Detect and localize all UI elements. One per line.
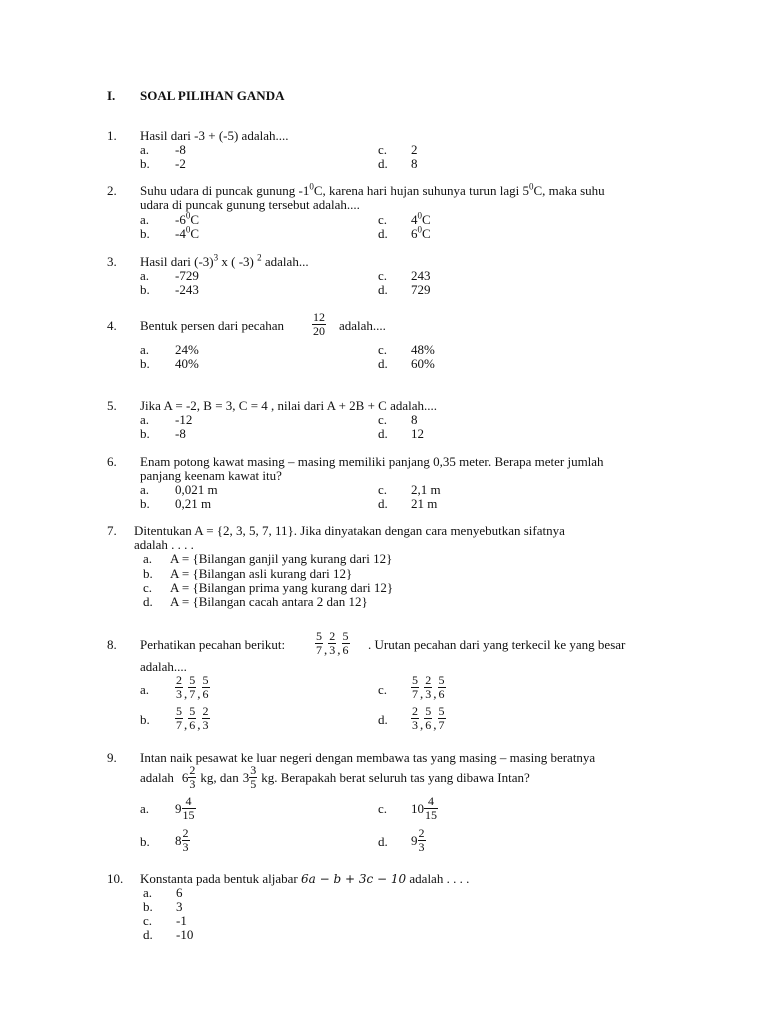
q7-option-b: A = {Bilangan asli kurang dari 12} <box>170 566 353 581</box>
q9-a-letter: a. <box>140 801 150 816</box>
q6-c-letter: c. <box>378 482 388 497</box>
q10-option-a: 6 <box>176 885 183 900</box>
q8-number: 8. <box>107 637 117 652</box>
q5-option-a: -12 <box>175 412 193 427</box>
q4-c-letter: c. <box>378 342 388 357</box>
section-title: SOAL PILIHAN GANDA <box>140 88 285 103</box>
q5-option-d: 12 <box>411 426 424 441</box>
q9-option-a: 9 $\frac{4}{15}$ <box>175 794 195 822</box>
q1-d-letter: d. <box>378 156 388 171</box>
q3-option-b: -243 <box>175 282 199 297</box>
q8-d-letter: d. <box>378 712 388 727</box>
q3-option-a: -729 <box>175 268 199 283</box>
q2-line1: Suhu udara di puncak gunung $-1^0C$, karena hari hujan suhunya turun lagi $5^0C$, maka suhu <box>140 181 605 198</box>
q10-option-c: -1 <box>176 913 187 928</box>
q5-d-letter: d. <box>378 426 388 441</box>
q2-number: 2. <box>107 183 117 198</box>
q10-d-letter: d. <box>143 927 153 942</box>
q1-option-d: 8 <box>411 156 418 171</box>
q6-line2: panjang keenam kawat itu? <box>140 468 282 483</box>
q4-d-letter: d. <box>378 356 388 371</box>
q7-d-letter: d. <box>143 594 153 609</box>
q5-number: 5. <box>107 398 117 413</box>
q5-option-b: -8 <box>175 426 186 441</box>
q6-a-letter: a. <box>140 482 150 497</box>
q6-option-a: 0,021 m <box>175 482 218 497</box>
q10-text: Konstanta pada bentuk aljabar 6a − b + 3c − 10 adalah . . . . <box>140 871 470 886</box>
section-number: I. <box>107 88 116 103</box>
q8-line2: adalah.... <box>140 659 187 674</box>
q7-b-letter: b. <box>143 566 153 581</box>
q10-expression: 6a − b + 3c − 10 <box>301 872 407 886</box>
q7-line1: Ditentukan A = {2, 3, 5, 7, 11}. Jika dinyatakan dengan cara menyebutkan sifatnya <box>134 523 565 538</box>
q8-option-d: $\frac{2}{3}$ , $\frac{5}{6}$ , $\frac{5}{7}$ <box>412 704 445 732</box>
q9-d-letter: d. <box>378 834 388 849</box>
q4-fraction: $\frac{12}{20}$ <box>313 310 325 338</box>
q7-line2: adalah . . . . <box>134 537 194 552</box>
q9-number: 9. <box>107 750 117 765</box>
q4-option-d: 60% <box>411 356 435 371</box>
q9-option-c: 10 $\frac{4}{15}$ <box>411 794 437 822</box>
q3-number: 3. <box>107 254 117 269</box>
q10-option-d: -10 <box>176 927 194 942</box>
q8-b-letter: b. <box>140 712 150 727</box>
q8-option-b: $\frac{5}{7}$ , $\frac{5}{6}$ , $\frac{2}{3}$ <box>176 704 209 732</box>
q5-a-letter: a. <box>140 412 150 427</box>
q1-c-letter: c. <box>378 142 388 157</box>
q1-text: Hasil dari -3 + (-5) adalah.... <box>140 128 289 143</box>
q2-b-letter: b. <box>140 226 150 241</box>
q10-c-letter: c. <box>143 913 153 928</box>
q1-option-c: 2 <box>411 142 418 157</box>
q6-option-c: 2,1 m <box>411 482 441 497</box>
q5-text: Jika A = -2, B = 3, C = 4 , nilai dari A + 2B + C adalah.... <box>140 398 438 413</box>
q7-number: 7. <box>107 523 117 538</box>
q10-number: 10. <box>107 871 124 886</box>
q7-option-d: A = {Bilangan cacah antara 2 dan 12} <box>170 594 368 609</box>
q5-c-letter: c. <box>378 412 388 427</box>
q8-option-a: $\frac{2}{3}$ , $\frac{5}{7}$ , $\frac{5}{6}$ <box>176 673 209 701</box>
q2-c-letter: c. <box>378 212 388 227</box>
q2-d-letter: d. <box>378 226 388 241</box>
q2-option-a: $-6^0C$ <box>175 210 200 227</box>
q3-text: Hasil dari $(-3)^3$ x ( -3) $^2$ adalah... <box>140 252 309 269</box>
q4-number: 4. <box>107 318 117 333</box>
q6-b-letter: b. <box>140 496 150 511</box>
q8-option-c: $\frac{5}{7}$ , $\frac{2}{3}$ , $\frac{5}{6}$ <box>412 673 445 701</box>
q1-option-a: -8 <box>175 142 186 157</box>
q2-option-b: $-4^0C$ <box>175 224 200 241</box>
q7-a-letter: a. <box>143 551 153 566</box>
q10-a-letter: a. <box>143 885 153 900</box>
q3-b-letter: b. <box>140 282 150 297</box>
q4-option-c: 48% <box>411 342 435 357</box>
q1-option-b: -2 <box>175 156 186 171</box>
q3-option-c: 243 <box>411 268 431 283</box>
q4-a-letter: a. <box>140 342 150 357</box>
q8-c-letter: c. <box>378 682 388 697</box>
q6-number: 6. <box>107 454 117 469</box>
q7-option-c: A = {Bilangan prima yang kurang dari 12} <box>170 580 394 595</box>
q2-a-letter: a. <box>140 212 150 227</box>
q3-d-letter: d. <box>378 282 388 297</box>
q10-option-b: 3 <box>176 899 183 914</box>
q1-b-letter: b. <box>140 156 150 171</box>
q9-b-letter: b. <box>140 834 150 849</box>
q3-c-letter: c. <box>378 268 388 283</box>
q10-b-letter: b. <box>143 899 153 914</box>
q9-line2: adalah 6 $\frac{2}{3}$ kg, dan 3 $\frac{3}{5}$ kg. Berapakah berat seluruh tas yang dibawa Intan? <box>140 763 530 791</box>
q9-line1: Intan naik pesawat ke luar negeri dengan membawa tas yang masing – masing beratnya <box>140 750 596 765</box>
q8-a-letter: a. <box>140 682 150 697</box>
q9-option-b: 8 $\frac{2}{3}$ <box>175 826 189 854</box>
q1-a-letter: a. <box>140 142 150 157</box>
q4-option-a: 24% <box>175 342 199 357</box>
q3-option-d: 729 <box>411 282 431 297</box>
q9-c-letter: c. <box>378 801 388 816</box>
q6-line1: Enam potong kawat masing – masing memiliki panjang 0,35 meter. Berapa meter jumlah <box>140 454 604 469</box>
q6-option-d: 21 m <box>411 496 438 511</box>
q8-text-end: . Urutan pecahan dari yang terkecil ke yang besar <box>368 637 626 652</box>
q5-option-c: 8 <box>411 412 418 427</box>
q9-option-d: 9 $\frac{2}{3}$ <box>411 826 425 854</box>
q2-line2: udara di puncak gunung tersebut adalah.... <box>140 197 360 212</box>
q8-text-start: Perhatikan pecahan berikut: <box>140 637 286 652</box>
q6-d-letter: d. <box>378 496 388 511</box>
q7-option-a: A = {Bilangan ganjil yang kurang dari 12} <box>170 551 393 566</box>
q1-number: 1. <box>107 128 117 143</box>
q4-text-start: Bentuk persen dari pecahan <box>140 318 285 333</box>
q7-c-letter: c. <box>143 580 153 595</box>
q4-option-b: 40% <box>175 356 199 371</box>
q2-option-d: $6^0C$ <box>411 224 431 241</box>
q3-a-letter: a. <box>140 268 150 283</box>
q2-option-c: $4^0C$ <box>411 210 431 227</box>
q5-b-letter: b. <box>140 426 150 441</box>
q4-text-end: adalah.... <box>339 318 386 333</box>
q4-b-letter: b. <box>140 356 150 371</box>
q6-option-b: 0,21 m <box>175 496 212 511</box>
q8-given-fractions: $\frac{5}{7}$ , $\frac{2}{3}$ , $\frac{5}{6}$ <box>316 629 349 657</box>
